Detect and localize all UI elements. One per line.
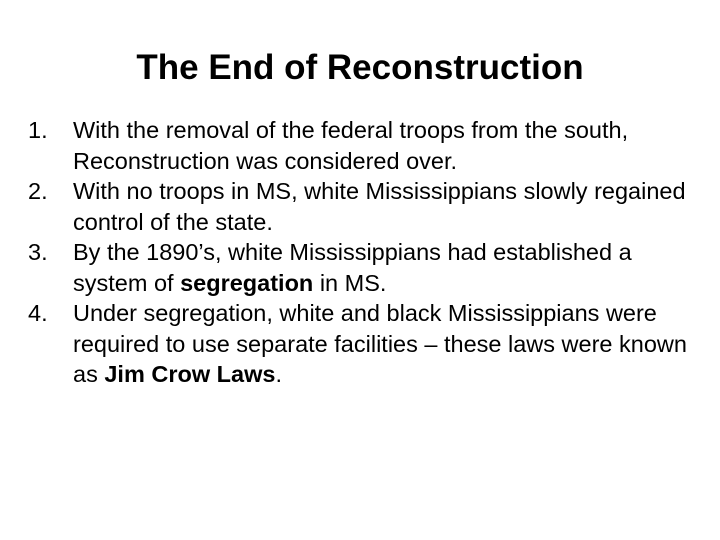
list-number: 4. bbox=[28, 300, 48, 326]
list-item-text-after: in MS. bbox=[313, 269, 387, 296]
list-item-3 bbox=[28, 237, 708, 298]
list-item-text-before: Under segregation, white and black Mississippians were required to use separate facilities – these laws were known as bbox=[73, 300, 687, 387]
segregation-term: segregation bbox=[180, 269, 314, 296]
list-item-1 bbox=[28, 115, 708, 176]
bullet-list bbox=[28, 115, 708, 390]
list-item-text-before: By the 1890’s, white Mississippians had established a system of bbox=[73, 239, 632, 296]
list-item-text: With the removal of the federal troops from the south, Reconstruction was considered over. bbox=[73, 117, 629, 174]
list-item-text: With no troops in MS, white Mississippians slowly regained control of the state. bbox=[73, 178, 686, 235]
slide-title: The End of Reconstruction bbox=[136, 48, 584, 87]
list-number: 2. bbox=[28, 178, 48, 204]
list-number: 1. bbox=[28, 117, 48, 143]
jim-crow-laws-term: Jim Crow Laws bbox=[104, 361, 276, 387]
list-item-text-after: . bbox=[275, 361, 282, 387]
list-number: 3. bbox=[28, 239, 48, 265]
list-item-2 bbox=[28, 176, 708, 237]
list-item-4 bbox=[28, 298, 708, 390]
